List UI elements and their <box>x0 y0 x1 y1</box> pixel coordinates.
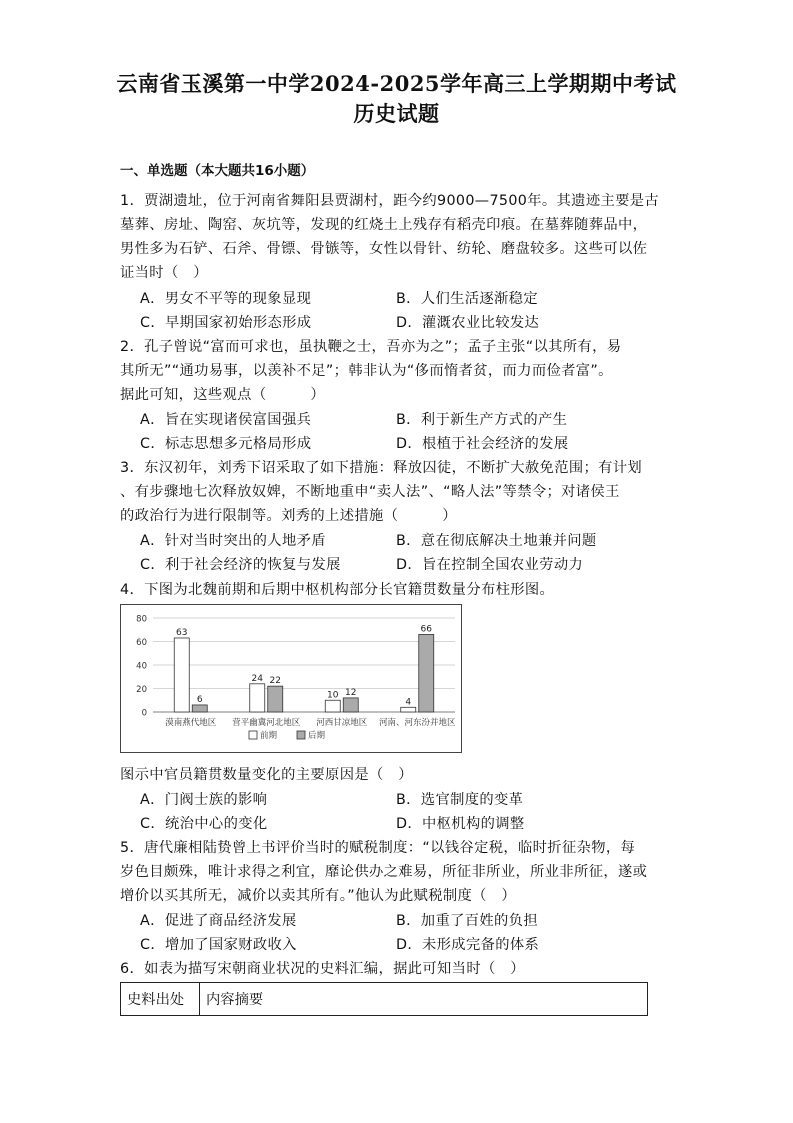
bar-chart-svg <box>121 605 461 752</box>
option-d[interactable]: D．旨在控制全国农业劳动力 <box>396 557 584 573</box>
data-label: 12 <box>345 687 357 698</box>
legend-swatch <box>297 731 305 739</box>
option-c[interactable]: C．利于社会经济的恢复与发展 <box>140 557 341 573</box>
option-a[interactable]: A．旨在实现诸侯富国强兵 <box>140 412 312 428</box>
section-heading: 一、单选题（本大题共16小题） <box>120 163 315 179</box>
question-text-line: 1．贾湖遗址，位于河南省舞阳县贾湖村，距今约9000—7500年。其遗迹主要是古 <box>120 193 660 209</box>
question-text-line: 、有步骤地七次释放奴婢，不断地重申“卖人法”、“略人法”等禁令；对诸侯王 <box>120 484 620 500</box>
legend-label: 前期 <box>260 731 278 741</box>
table-header-row <box>121 983 648 1016</box>
question-text-line: 增价以买其所无，减价以卖其所有。”他认为此赋税制度（ ） <box>120 888 517 904</box>
option-b[interactable]: B．加重了百姓的负担 <box>396 913 538 929</box>
option-b[interactable]: B．人们生活逐渐稳定 <box>396 291 538 307</box>
option-a[interactable]: A．门阀士族的影响 <box>140 792 268 808</box>
question-text-line: 其所无”“通功易事，以羡补不足”；韩非认为“侈而惰者贫，而力而俭者富”。 <box>120 363 613 379</box>
exam-title: 云南省玉溪第一中学2024-2025学年高三上学期期中考试 <box>116 71 677 96</box>
question-text-line: 岁色目颇殊，唯计求得之利宜，靡论供办之难易，所征非所业，所业非所征，遂或 <box>120 864 648 880</box>
option-a[interactable]: A．促进了商品经济发展 <box>140 913 297 929</box>
option-c[interactable]: C．早期国家初始形态形成 <box>140 315 312 331</box>
legend-swatch <box>249 731 257 739</box>
option-a[interactable]: A．男女不平等的现象显现 <box>140 291 312 307</box>
option-d[interactable]: D．中枢机构的调整 <box>396 816 525 832</box>
option-d[interactable]: D．根植于社会经济的发展 <box>396 436 569 452</box>
x-tick-label: 河南、河东汾并地区 <box>378 718 456 728</box>
legend-label: 后期 <box>308 731 326 741</box>
bar <box>192 705 207 712</box>
data-label: 63 <box>176 627 188 638</box>
option-d[interactable]: D．未形成完备的体系 <box>396 937 540 953</box>
bar <box>174 638 189 712</box>
data-label: 66 <box>420 624 432 635</box>
table-header-source: 史料出处 <box>121 983 200 1016</box>
exam-subject-title: 历史试题 <box>353 101 440 126</box>
table-header-summary: 内容摘要 <box>200 983 648 1016</box>
bar-chart <box>120 604 462 753</box>
option-b[interactable]: B．选官制度的变革 <box>396 792 524 808</box>
question-text-line: 4．下图为北魏前期和后期中枢机构部分长官籍贯数量分布柱形图。 <box>120 582 555 598</box>
option-b[interactable]: B．意在彻底解决土地兼并问题 <box>396 533 597 549</box>
question-text-line: 图示中官员籍贯数量变化的主要原因是（ ） <box>120 767 413 783</box>
question-text-line: 据此可知，这些观点（ ） <box>120 387 326 403</box>
question-text-line: 5．唐代廉相陆贽曾上书评价当时的赋税制度：“以钱谷定税，临时折征杂物，每 <box>120 840 636 856</box>
bar <box>250 684 265 712</box>
option-c[interactable]: C．标志思想多元格局形成 <box>140 436 312 452</box>
data-label: 10 <box>327 690 339 701</box>
question-text-line: 墓葬、房址、陶窑、灰坑等，发现的红烧土上残存有稻壳印痕。在墓葬随葬品中， <box>120 217 648 233</box>
y-tick-label: 80 <box>136 614 147 625</box>
bar <box>268 686 283 712</box>
data-label: 22 <box>269 676 281 687</box>
data-label: 4 <box>405 697 412 708</box>
bar <box>325 700 340 712</box>
x-tick-label: 漠南燕代地区 <box>165 718 217 728</box>
bar <box>401 707 416 712</box>
y-tick-label: 60 <box>136 638 147 648</box>
question-text-line: 证当时（ ） <box>120 265 208 281</box>
option-d[interactable]: D．灌溉农业比较发达 <box>396 315 540 331</box>
bar <box>343 698 358 712</box>
option-c[interactable]: C．统治中心的变化 <box>140 816 268 832</box>
y-tick-label: 40 <box>136 661 147 672</box>
bar <box>419 634 434 712</box>
question-text-line: 2．孔子曾说“富而可求也，虽执鞭之士，吾亦为之”；孟子主张“以其所有，易 <box>120 339 622 355</box>
question-text-line: 男性多为石铲、石斧、骨镖、骨镞等，女性以骨针、纺轮、磨盘较多。这些可以佐 <box>120 241 648 257</box>
y-tick-label: 20 <box>136 685 147 695</box>
option-c[interactable]: C．增加了国家财政收入 <box>140 937 297 953</box>
x-tick-label: 营平幽冀河北地区 <box>232 718 301 728</box>
question-text-line: 3．东汉初年，刘秀下诏采取了如下措施：释放囚徒，不断扩大赦免范围；有计划 <box>120 460 643 476</box>
source-table <box>120 982 648 1016</box>
option-a[interactable]: A．针对当时突出的人地矛盾 <box>140 533 326 549</box>
question-text-line: 6．如表为描写宋朝商业状况的史料汇编，据此可知当时（ ） <box>120 961 525 977</box>
x-tick-label: 河西甘凉地区 <box>316 718 368 728</box>
question-text-line: 的政治行为进行限制等。刘秀的上述措施（ ） <box>120 508 457 524</box>
option-b[interactable]: B．利于新生产方式的产生 <box>396 412 568 428</box>
data-label: 6 <box>196 694 203 705</box>
data-label: 24 <box>251 673 263 684</box>
y-tick-label: 0 <box>141 708 147 719</box>
